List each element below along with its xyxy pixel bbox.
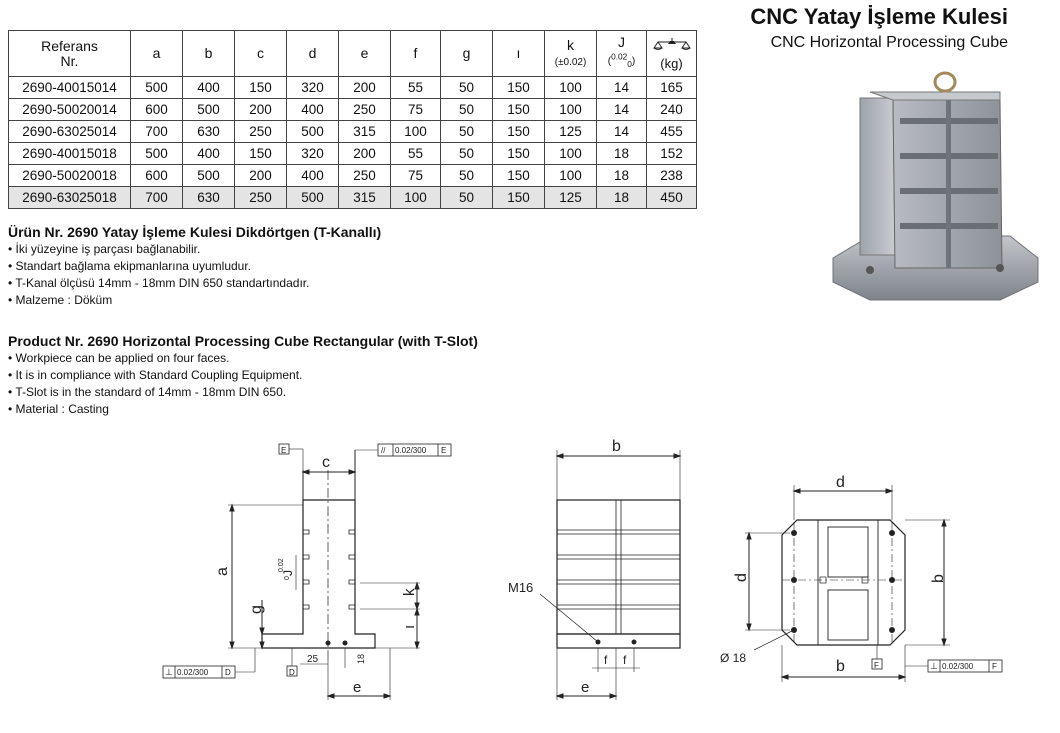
col-j: J ($^{0.02}_0$) — [597, 31, 647, 77]
dim-l-label: ı — [401, 624, 418, 629]
tolerance-perpendicular-f: 0.02/300 — [942, 662, 974, 671]
dim-25-label: 25 — [307, 654, 319, 665]
svg-text:⊥: ⊥ — [930, 661, 938, 671]
front-view — [540, 450, 680, 700]
table-row: 2690-63025018 700 630 250 500 315 100 50 150 125 18 450 — [9, 187, 697, 209]
svg-text:E: E — [441, 446, 447, 455]
col-kg: (kg) — [647, 31, 697, 77]
col-g: g — [441, 31, 493, 77]
list-item: • İki yüzeyine iş parçası bağlanabilir. — [8, 242, 201, 256]
dim-k-label: k — [401, 588, 418, 596]
dim-d-top-label: d — [836, 474, 845, 491]
dim-b-bottom-label: b — [836, 658, 845, 675]
title-turkish: CNC Yatay İşleme Kulesi — [750, 4, 1008, 29]
datum-e: E — [281, 446, 287, 455]
tolerance-parallel: 0.02/300 — [395, 446, 427, 455]
svg-text:f: f — [623, 653, 627, 667]
list-item: • It is in compliance with Standard Coupling Equipment. — [8, 368, 303, 382]
dim-e-front-label: e — [581, 679, 590, 696]
dim-b-right-label: b — [930, 574, 947, 583]
dim-c-label: c — [322, 454, 330, 471]
hole-diameter-label: Ø 18 — [720, 651, 747, 665]
dim-d-side-label: d — [733, 573, 750, 582]
col-k: k (±0.02) — [545, 31, 597, 77]
turkish-heading: Ürün Nr. 2690 Yatay İşleme Kulesi Dikdörtgen (T-Kanallı) — [8, 224, 382, 240]
table-row: 2690-40015018 500 400 150 320 200 55 50 150 100 18 152 — [9, 143, 697, 165]
thread-m16-label: M16 — [508, 580, 534, 595]
list-item: • Standart bağlama ekipmanlarına uyumludur. — [8, 259, 252, 273]
dim-b-front-label: b — [612, 438, 621, 455]
title-english: CNC Horizontal Processing Cube — [770, 34, 1008, 51]
dim-g-label: g — [248, 605, 265, 614]
svg-text:f: f — [604, 653, 608, 667]
dim-j-label: J — [281, 570, 295, 576]
svg-text:0.02: 0.02 — [278, 558, 285, 572]
dim-e-label: e — [353, 679, 362, 696]
table-row: 2690-40015014 500 400 150 320 200 55 50 150 100 14 165 — [9, 77, 697, 99]
dim-18-label: 18 — [356, 653, 366, 664]
col-f: f — [391, 31, 441, 77]
col-b: b — [183, 31, 235, 77]
list-item: • Malzeme : Döküm — [8, 293, 113, 307]
col-a: a — [131, 31, 183, 77]
datum-f: F — [874, 661, 879, 670]
svg-text:0: 0 — [284, 576, 291, 580]
col-d: d — [287, 31, 339, 77]
table-row: 2690-50020014 600 500 200 400 250 75 50 150 100 14 240 — [9, 99, 697, 121]
svg-text:D: D — [225, 668, 231, 677]
list-item: • Workpiece can be applied on four faces. — [8, 351, 230, 365]
dim-a-label: a — [214, 567, 231, 576]
english-heading: Product Nr. 2690 Horizontal Processing Cube Rectangular (with T-Slot) — [8, 333, 478, 349]
col-ref: Referans Nr. — [9, 31, 131, 77]
table-row: 2690-63025014 700 630 250 500 315 100 50 150 125 14 455 — [9, 121, 697, 143]
list-item: • T-Kanal ölçüsü 14mm - 18mm DIN 650 standartındadır. — [8, 276, 310, 290]
svg-text://: // — [381, 446, 386, 455]
col-c: c — [235, 31, 287, 77]
datum-d: D — [289, 668, 295, 677]
list-item: • T-Slot is in the standard of 14mm - 18mm DIN 650. — [8, 385, 287, 399]
svg-text:F: F — [992, 662, 997, 671]
col-e: e — [339, 31, 391, 77]
top-view — [745, 485, 1002, 682]
tolerance-perpendicular-d: 0.02/300 — [177, 668, 209, 677]
col-l: ı — [493, 31, 545, 77]
table-row: 2690-50020018 600 500 200 400 250 75 50 150 100 18 238 — [9, 165, 697, 187]
svg-text:⊥: ⊥ — [165, 667, 173, 677]
list-item: • Material : Casting — [8, 402, 109, 416]
